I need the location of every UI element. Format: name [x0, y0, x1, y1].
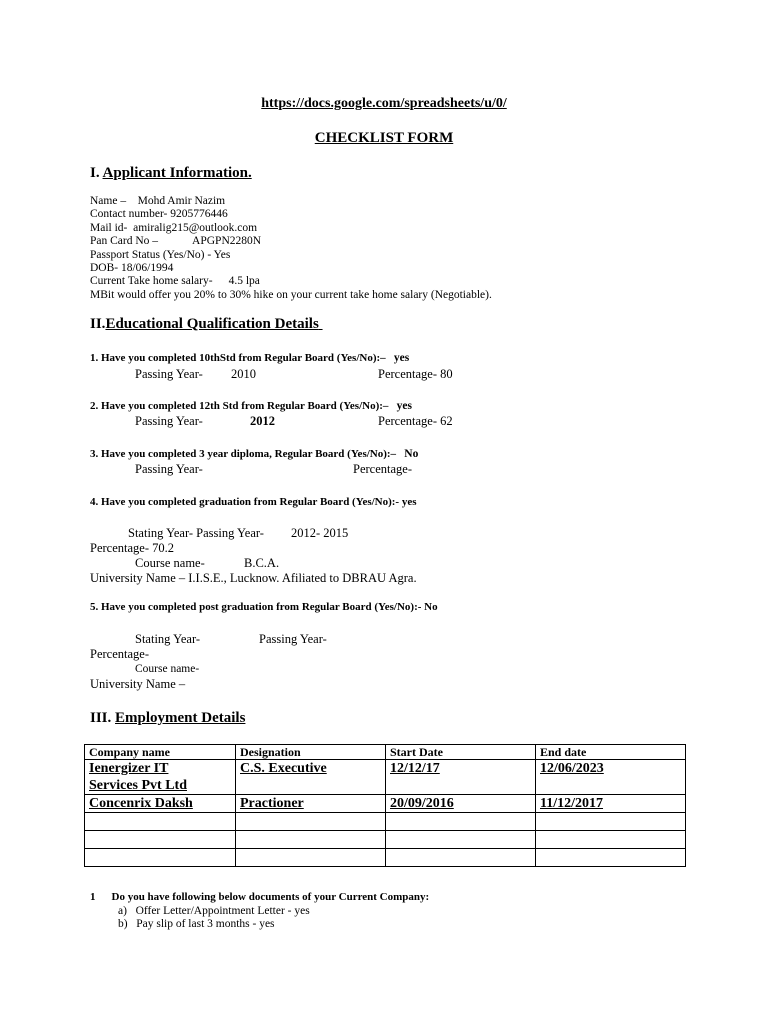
section-3-heading	[90, 710, 245, 727]
document-url[interactable]: https://docs.google.com/spreadsheets/u/0/	[261, 96, 507, 111]
question-diploma: 3. Have you completed 3 year diploma, Regular Board (Yes/No):– No	[90, 448, 419, 460]
section-2-heading	[90, 316, 323, 333]
section-2-title: Educational Qualification Details	[105, 316, 319, 332]
graduation-course-label: Course name-	[135, 556, 205, 570]
percentage-10th: Percentage- 80	[378, 367, 453, 381]
pg-percentage: Percentage-	[90, 647, 149, 661]
table-row	[85, 795, 686, 813]
start-date-cell: 12/12/17	[386, 760, 536, 795]
company-cell: Ienergizer IT Services Pvt Ltd	[85, 760, 236, 795]
graduation-percentage: Percentage- 70.2	[90, 541, 174, 555]
pg-university: University Name –	[90, 677, 186, 691]
table-row-empty	[85, 849, 686, 867]
question-10th: 1. Have you completed 10thStd from Regular Board (Yes/No):– yes	[90, 352, 410, 364]
passing-year-10th-value: 2010	[231, 367, 256, 381]
designation-cell: Practioner	[236, 795, 386, 813]
documents-item-offer-letter: a) Offer Letter/Appointment Letter - yes	[118, 905, 310, 917]
graduation-university: University Name – I.I.S.E., Lucknow. Afiliated to DBRAU Agra.	[90, 571, 417, 585]
salary-value: 4.5 lpa	[228, 275, 260, 288]
start-date-cell: 20/09/2016	[386, 795, 536, 813]
contact-line: Contact number- 9205776446	[90, 208, 228, 221]
section-1-title: Applicant Information.	[102, 165, 252, 181]
header-company: Company name	[85, 745, 236, 760]
salary-line: Current Take home salary- 4.5 lpa	[90, 275, 260, 288]
hike-line: MBit would offer you 20% to 30% hike on your current take home salary (Negotiable).	[90, 288, 492, 301]
applicant-name: Mohd Amir Nazim	[137, 195, 226, 207]
graduation-course-value: B.C.A.	[244, 556, 280, 570]
documents-question: 1 Do you have following below documents of your Current Company:	[90, 891, 430, 903]
company-cell: Concenrix Daksh	[85, 795, 236, 813]
passing-year-12th-label: Passing Year-	[135, 414, 203, 428]
graduation-years-value: 2012- 2015	[291, 526, 349, 540]
applicant-info-block	[90, 195, 492, 302]
question-graduation: 4. Have you completed graduation from Regular Board (Yes/No):- yes	[90, 496, 417, 508]
header-designation: Designation	[236, 745, 386, 760]
question-post-graduation: 5. Have you completed post graduation from Regular Board (Yes/No):- No	[90, 601, 438, 613]
pan-value: APGPN2280N	[192, 235, 262, 248]
form-title: CHECKLIST FORM	[314, 130, 454, 146]
end-date-cell: 11/12/2017	[536, 795, 686, 813]
pg-stating-year: Stating Year-	[135, 632, 201, 646]
table-row-empty	[85, 813, 686, 831]
section-1-heading	[90, 165, 252, 182]
answer-12th: yes	[396, 400, 413, 412]
designation-cell: C.S. Executive	[236, 760, 386, 795]
header-end-date: End date	[536, 745, 686, 760]
documents-item-pay-slip: b) Pay slip of last 3 months - yes	[118, 918, 275, 930]
answer-10th: yes	[393, 352, 410, 364]
passport-line: Passport Status (Yes/No) - Yes	[90, 248, 231, 261]
pan-line: Pan Card No – APGPN2280N	[90, 235, 262, 248]
header-start-date: Start Date	[386, 745, 536, 760]
dob-line: DOB- 18/06/1994	[90, 262, 174, 275]
passing-year-diploma-label: Passing Year-	[135, 462, 203, 476]
percentage-diploma: Percentage-	[353, 462, 412, 476]
answer-diploma: No	[404, 448, 419, 460]
percentage-12th: Percentage- 62	[378, 414, 453, 428]
graduation-years-label: Stating Year- Passing Year-	[128, 526, 264, 540]
pg-passing-year: Passing Year-	[259, 632, 327, 646]
section-3-title: Employment Details	[115, 710, 246, 726]
table-row-empty	[85, 831, 686, 849]
section-1-number: I.	[90, 165, 100, 181]
name-line: Name – Mohd Amir Nazim	[90, 195, 226, 207]
question-12th: 2. Have you completed 12th Std from Regular Board (Yes/No):– yes	[90, 400, 413, 412]
pg-course-name: Course name-	[135, 663, 200, 675]
passing-year-12th-value: 2012	[250, 414, 275, 428]
table-row	[85, 760, 686, 795]
end-date-cell: 12/06/2023	[536, 760, 686, 795]
section-3-number: III.	[90, 710, 112, 726]
section-2-number: II.	[90, 316, 106, 332]
mail-value: amiralig215@outlook.com	[133, 221, 258, 234]
passing-year-10th-label: Passing Year-	[135, 367, 203, 381]
employment-header-row	[85, 745, 686, 760]
mail-line: Mail id- amiralig215@outlook.com	[90, 221, 258, 234]
employment-table	[84, 744, 686, 867]
